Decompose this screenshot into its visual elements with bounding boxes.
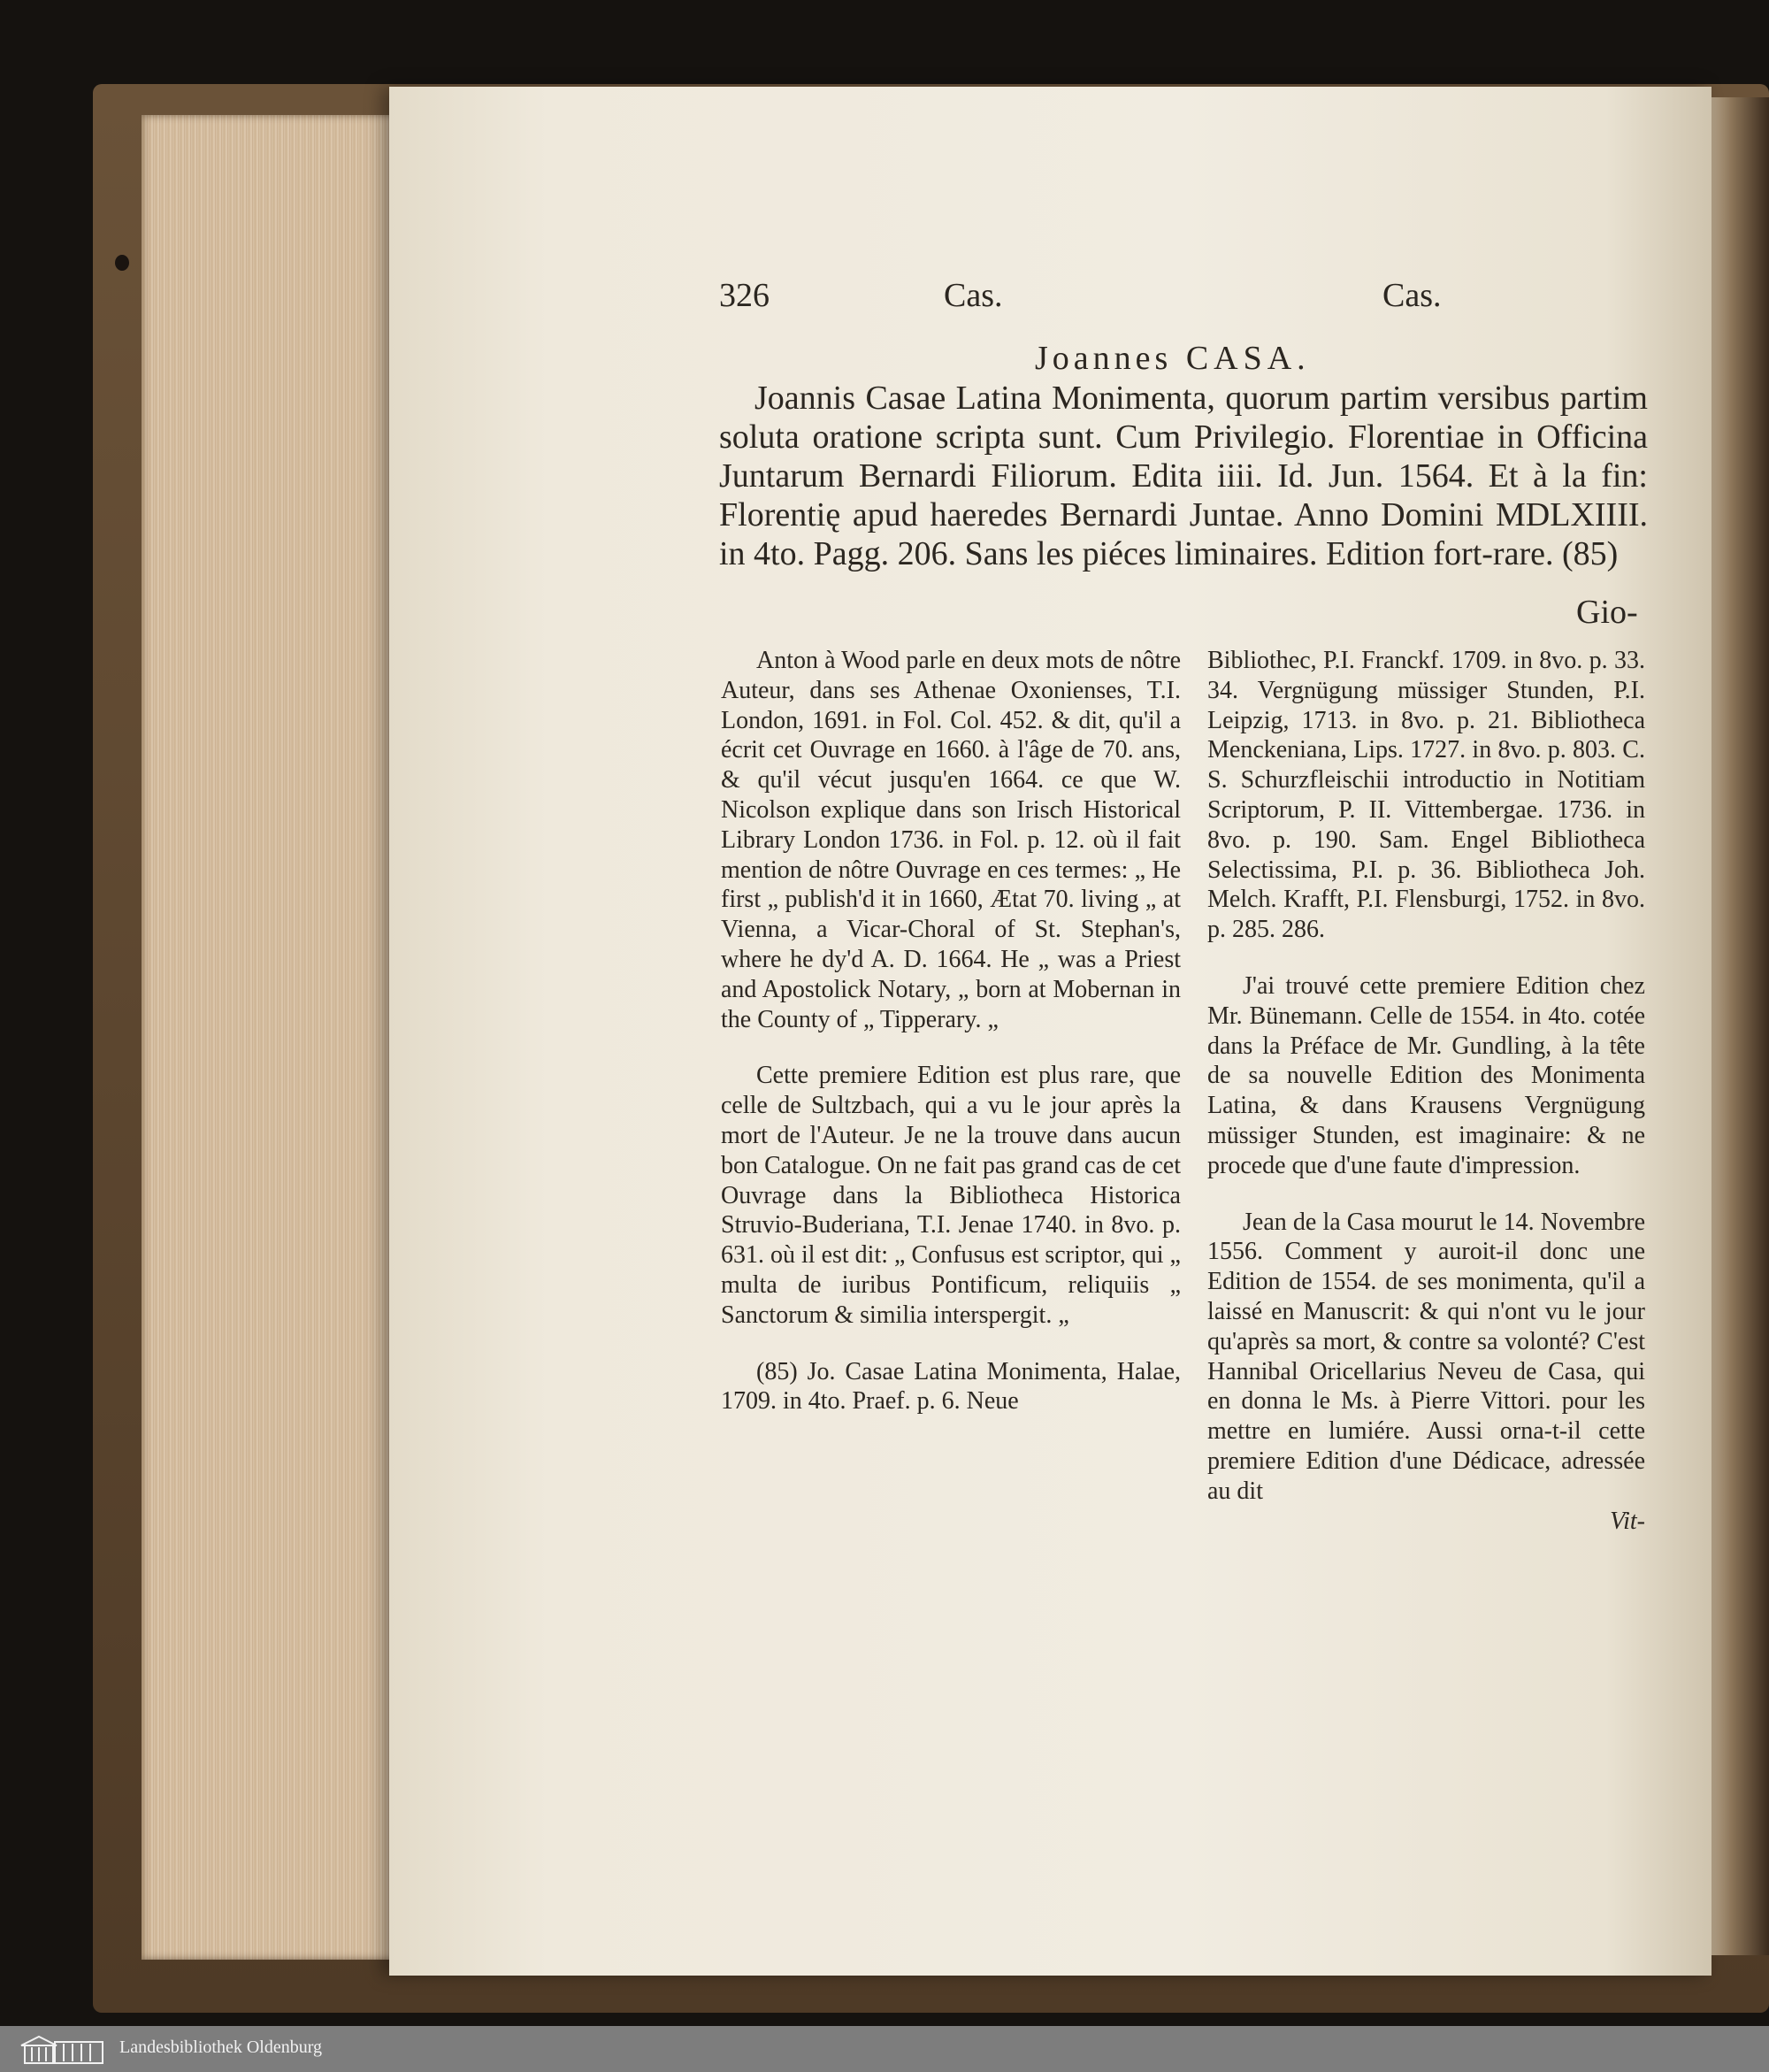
footer-bar xyxy=(0,2026,1769,2072)
left-paragraph-2: Cette premiere Edition est plus rare, que celle de Sultzbach, qui a vu le jour après la mort de l'Auteur. Je ne la trouve dans aucun bon Catalogue. On ne fait pas grand cas de cet Ouvrage dans la Bibliotheca Historica Struvio-Buderiana, T.I. Jenae 1740. in 8vo. p. 631. où il est dit: „ Confusus est scriptor, qui „ multa de iuribus Pontificum, reliquiis „ Sanctorum & similia interspergit. „ xyxy=(721,1062,1181,1329)
right-paragraph-2: J'ai trouvé cette premiere Edition chez Mr. Bünemann. Celle de 1554. in 4to. cotée dans la Préface de Mr. Gundling, à la tête de sa nouvelle Edition des Monimenta Latina, & dans Krausens Vergnügung müssiger Stunden, est imaginaire: & ne procede que d'une faute d'impression. xyxy=(1207,971,1645,1179)
left-paragraph-1: Anton à Wood parle en deux mots de nôtre Auteur, dans ses Athenae Oxonienses, T.I. London, 1691. in Fol. Col. 452. & dit, qu'il a écrit cet Ouvrage en 1660. à l'âge de 70. ans, & qu'il vécut jusqu'en 1664. ce que W. Nicolson explique dans son Irisch Historical Library London 1736. in Fol. p. 12. où il fait mention de nôtre Ouvrage en ces termes: „ He first „ publish'd it in 1660, Ætat 70. living „ at Vienna, a Vicar-Choral of St. Stephan's, where he dy'd A. D. 1664. He „ was a Priest and Apostolick Notary, „ born at Mobernan in the County of „ Tipperary. „ xyxy=(721,647,1181,1033)
running-head-right: Cas. xyxy=(1382,277,1442,314)
running-head-left: Cas. xyxy=(944,277,1003,314)
cover-stud xyxy=(115,255,129,271)
page-edges xyxy=(142,115,398,1960)
library-name: Landesbibliothek Oldenburg xyxy=(119,2037,323,2057)
catchword-top: Gio- xyxy=(1576,594,1638,631)
heading-name: Joannes xyxy=(1035,340,1173,377)
page-number: 326 xyxy=(719,277,770,314)
title-entry xyxy=(719,379,1648,573)
book-gutter xyxy=(1707,97,1769,1955)
library-building-icon xyxy=(19,2033,104,2065)
catchword-bottom: Vit- xyxy=(1610,1507,1645,1535)
right-paragraph-3: Jean de la Casa mourut le 14. Novembre 1556. Comment y auroit-il donc une Edition de 1554. de ses monimenta, qu'il a laissé en Manuscrit: & qui n'ont vu le jour qu'après sa mort, & contre sa volonté? C'est Hannibal Oricellarius Neveu de Casa, qui en donna le Ms. à Pierre Vittori. pour les mettre en lumiére. Aussi orna-t-il cette premiere Edition d'une Dédicace, adressée au dit xyxy=(1207,1208,1645,1505)
entry-heading xyxy=(1035,339,1311,378)
right-column xyxy=(1207,646,1645,1536)
title-entry-text: Joannis Casae Latina Monimenta, quorum partim versibus partim soluta oratione scripta sunt. Cum Privilegio. Florentiae in Officina Juntarum Bernardi Filiorum. Edita iiii. Id. Jun. 1564. Et à la fin: Florentię apud haeredes Bernardi Juntae. Anno Domini MDLXIIII. in 4to. Pagg. 206. Sans les piéces liminaires. Edition fort-rare. (85) xyxy=(719,380,1648,572)
footnote-85: (85) Jo. Casae Latina Monimenta, Halae, 1709. in 4to. Praef. p. 6. Neue xyxy=(721,1357,1181,1416)
right-paragraph-1: Bibliothec, P.I. Franckf. 1709. in 8vo. p. 33. 34. Vergnügung müssiger Stunden, P.I. Leipzig, 1713. in 8vo. p. 21. Bibliotheca Menckeniana, Lips. 1727. in 8vo. p. 803. C. S. Schurzfleischii introductio in Notitiam Scriptorum, P. II. Vittembergae. 1736. in 8vo. p. 190. Sam. Engel Bibliotheca Selectissima, P.I. p. 36. Bibliotheca Joh. Melch. Krafft, P.I. Flensburgi, 1752. in 8vo. p. 285. 286. xyxy=(1207,647,1645,944)
heading-surname: CASA. xyxy=(1185,340,1311,377)
left-column xyxy=(721,646,1181,1416)
